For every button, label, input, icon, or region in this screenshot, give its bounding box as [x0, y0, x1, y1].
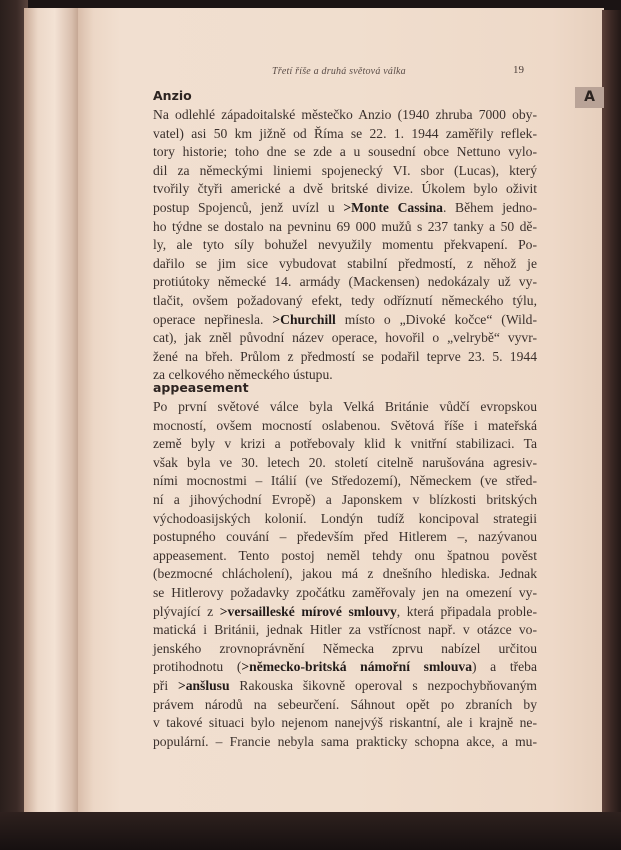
- left-page-edge: [24, 8, 80, 820]
- text-line: tory historie; toho dne se zde a u sousední obce Nettuno vylo-: [153, 144, 537, 160]
- entry-heading: Anzio: [153, 88, 192, 103]
- text-line: právem národů na sebeurčení. Sáhnout opět po zbraních by: [153, 696, 537, 712]
- text-line: protiútoky německé 14. armády (Mackensen) nedokázaly už vy-: [153, 274, 537, 290]
- text-line: Na odlehlé západoitalské městečko Anzio (1940 zhruba 7000 oby-: [153, 107, 537, 122]
- text-line: matická i Británii, jednak Hitler za vstřícnost např. v otázce vo-: [153, 622, 537, 638]
- text-line: cat), jak zněl původní název operace, hovořil o „velrybě“ vyvr-: [153, 330, 537, 346]
- text-line: se Hitlerovy požadavky zpočátku zaměřovaly jen na omezení vy-: [153, 585, 537, 600]
- text-line: v takové situaci bylo nejenom nanejvýš riskantní, ale i krajně ne-: [153, 715, 537, 731]
- text-line: (bezmocné chlácholení), jakou má z dnešního hlediska. Jednak: [153, 566, 537, 582]
- text-line: ními mocnostmi – Itálií (ve Středozemí), Německem (ve střed-: [153, 473, 537, 489]
- text-line: dil za německými liniemi spojenecký VI. sbor (Lucas), který: [153, 162, 537, 178]
- thumb-index-letter: A: [584, 89, 595, 105]
- text-line: žené na břeh. Průlom z předmostí se podařil teprve 23. 5. 1944: [153, 348, 537, 364]
- cross-reference: >Churchill: [272, 311, 336, 327]
- text-line: dařilo se jim sice vybudovat stabilní předmostí, z něhož je: [153, 255, 537, 271]
- text-line: ho týdne se dostalo na pevninu 69 000 mužů s 237 tanky a 50 dě-: [153, 218, 537, 234]
- text-line: tlačit, ovšem požadovaný efekt, tedy odříznutí německého týlu,: [153, 293, 537, 308]
- text-line: mocností, ovšem mocností oslabenou. Světová říše i mateřská: [153, 417, 537, 433]
- text-line: operace nepřinesla. >Churchill místo o „Divoké kočce“ (Wild-: [153, 311, 537, 327]
- text-line: tvořily čtyři americké a dvě britské divize. Úkolem bylo oživit: [153, 181, 537, 197]
- text-line: východoasijských kolonií. Londýn tudíž koncipoval strategii: [153, 510, 537, 526]
- cross-reference: >anšlusu: [177, 678, 230, 693]
- thumb-index-tab: [575, 87, 604, 108]
- text-line: postupného couvání – především před Hitlerem –, nazývanou: [153, 529, 537, 545]
- text-line: ní a jihovýchodní Evropě) a Japonskem v blízkosti britských: [153, 492, 537, 507]
- text-line: protihodnotu (>německo-britská námořní smlouva) a třeba: [153, 659, 537, 675]
- page-right-edge: [602, 10, 621, 815]
- text-line: za celkového německého ústupu.: [153, 367, 333, 383]
- cross-reference: >Monte Cassina: [343, 200, 443, 215]
- background-surface: [0, 812, 621, 850]
- text-line: postup Spojenců, jenž uvízl u >Monte Cassina. Během jedno-: [153, 200, 537, 215]
- running-head: Třetí říše a druhá světová válka: [272, 66, 406, 77]
- text-line: Po první světové válce byla Velká Británie vůdčí evropskou: [153, 399, 537, 414]
- text-line: plývající z >versailleské mírové smlouvy, která připadala proble-: [153, 603, 537, 619]
- text-line: však byla ve 30. letech 20. století citelně narušována agresiv-: [153, 454, 537, 470]
- cross-reference: >versailleské mírové smlouvy: [219, 603, 397, 619]
- text-line: vatel) asi 50 km jižně od Říma se 22. 1. 1944 zaměřily reflek-: [153, 125, 537, 141]
- text-line: při >anšlusu Rakouska šikovně operoval s nezpochybňovaným: [153, 678, 538, 693]
- cross-reference: >německo-britská námořní smlouva: [241, 659, 472, 675]
- text-line: jenského zrovnoprávnění Německa zprvu nabízel určitou: [153, 640, 537, 656]
- text-line: země byly v krizi a potřebovaly klid k vnitřní stabilizaci. Ta: [153, 436, 537, 452]
- text-line: populární. – Francie nebyla sama prakticky schopna akce, a mu-: [153, 733, 537, 749]
- entry-heading: appeasement: [153, 380, 249, 395]
- text-line: appeasement. Tento postoj neměl tehdy onu špatnou pověst: [153, 547, 537, 563]
- page-number: 19: [513, 64, 524, 76]
- text-line: ly, ale tyto síly bohužel nevyužily momentu překvapení. Po-: [153, 237, 537, 253]
